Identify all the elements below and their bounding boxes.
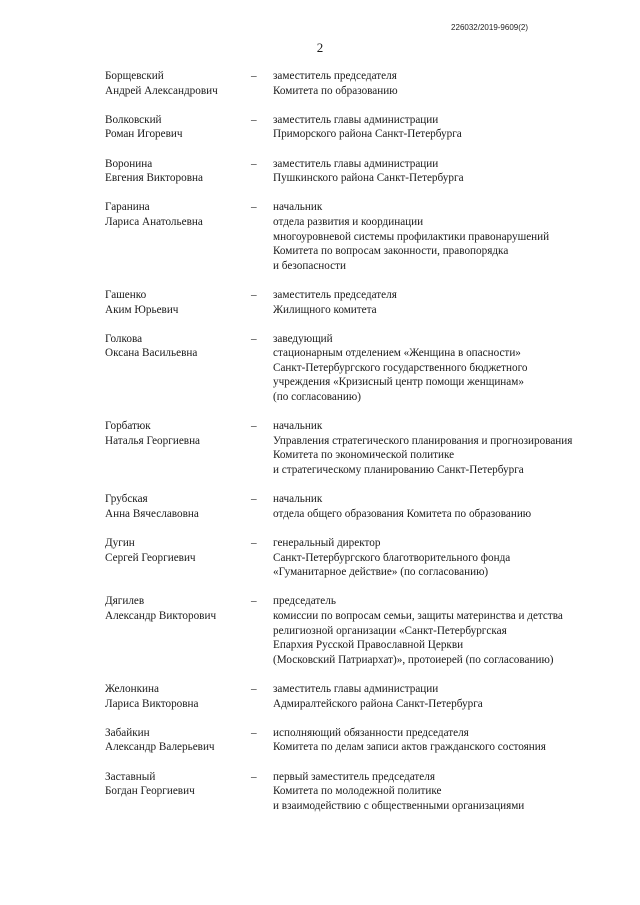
member-surname: Борщевский bbox=[105, 70, 164, 82]
member-given-names: Андрей Александрович bbox=[105, 84, 218, 97]
member-surname: Воронина bbox=[105, 157, 153, 170]
position-line: комиссии по вопросам семьи, защиты материнства и детства bbox=[273, 609, 563, 622]
position-line: Адмиралтейского района Санкт-Петербурга bbox=[273, 697, 483, 710]
position-line: многоуровневой системы профилактики правонарушений bbox=[273, 230, 550, 243]
member-entry bbox=[105, 726, 605, 755]
separator-dash: – bbox=[251, 726, 257, 739]
member-given-names: Аким Юрьевич bbox=[105, 303, 179, 316]
position-line: исполняющий обязанности председателя bbox=[273, 726, 469, 739]
position-line: Управления стратегического планирования и прогнозирования bbox=[273, 434, 573, 447]
position-line: Санкт-Петербургского государственного бюджетного bbox=[273, 361, 528, 374]
member-position bbox=[273, 200, 605, 273]
member-surname: Гаранина bbox=[105, 201, 150, 214]
member-entry bbox=[105, 492, 605, 521]
document-number: 226032/2019-9609(2) bbox=[451, 23, 528, 32]
position-line: Приморского района Санкт-Петербурга bbox=[273, 128, 462, 141]
position-line: заместитель главы администрации bbox=[273, 682, 439, 695]
member-entry bbox=[105, 288, 605, 317]
member-position bbox=[273, 770, 605, 814]
member-given-names: Лариса Анатольевна bbox=[105, 215, 203, 228]
member-surname: Заставный bbox=[105, 770, 156, 783]
separator-dash: – bbox=[251, 595, 257, 608]
member-given-names: Лариса Викторовна bbox=[105, 697, 199, 710]
member-surname: Голкова bbox=[105, 332, 143, 345]
separator-dash: – bbox=[251, 682, 257, 695]
member-name bbox=[105, 332, 251, 361]
member-position bbox=[273, 419, 605, 477]
separator-dash: – bbox=[251, 537, 257, 549]
member-name bbox=[105, 69, 251, 98]
separator-dash: – bbox=[251, 770, 257, 783]
member-given-names: Евгения Викторовна bbox=[105, 172, 203, 185]
position-line: и безопасности bbox=[273, 259, 346, 272]
member-surname: Волковский bbox=[105, 113, 162, 126]
position-line: начальник bbox=[273, 201, 323, 214]
separator-dash: – bbox=[251, 332, 257, 345]
member-given-names: Оксана Васильевна bbox=[105, 347, 198, 360]
separator-dash: – bbox=[251, 288, 257, 301]
member-surname: Желонкина bbox=[105, 682, 159, 695]
position-line: заведующий bbox=[273, 332, 333, 345]
member-name bbox=[105, 682, 251, 711]
separator-dash: – bbox=[251, 70, 257, 82]
position-line: начальник bbox=[273, 493, 323, 506]
position-line: (Московский Патриархат)», протоиерей (по согласованию) bbox=[273, 653, 554, 666]
member-entry bbox=[105, 200, 605, 273]
member-position bbox=[273, 332, 605, 405]
member-list bbox=[105, 69, 605, 828]
position-line: Комитета по делам записи актов гражданского состояния bbox=[273, 741, 546, 754]
member-entry bbox=[105, 682, 605, 711]
member-position bbox=[273, 682, 605, 711]
position-line: Комитета по образованию bbox=[273, 84, 398, 97]
member-given-names: Наталья Георгиевна bbox=[105, 434, 201, 447]
member-surname: Дягилев bbox=[105, 595, 145, 608]
separator-dash: – bbox=[251, 493, 257, 506]
member-name bbox=[105, 726, 251, 755]
separator-dash: – bbox=[251, 420, 257, 433]
position-line: отдела развития и координации bbox=[273, 215, 424, 228]
member-name bbox=[105, 288, 251, 317]
member-position bbox=[273, 288, 605, 317]
member-given-names: Александр Валерьевич bbox=[105, 741, 215, 754]
member-name bbox=[105, 594, 251, 623]
member-surname: Забайкин bbox=[105, 726, 150, 739]
position-line: Санкт-Петербургского благотворительного фонда bbox=[273, 551, 511, 564]
member-name bbox=[105, 770, 251, 799]
member-given-names: Сергей Георгиевич bbox=[105, 551, 196, 564]
position-line: председатель bbox=[273, 595, 336, 608]
member-given-names: Анна Вячеславовна bbox=[105, 507, 199, 520]
position-line: Комитета по молодежной политике bbox=[273, 785, 442, 798]
member-surname: Горбатюк bbox=[105, 420, 151, 433]
member-position bbox=[273, 69, 605, 98]
position-line: первый заместитель председателя bbox=[273, 770, 435, 783]
member-position bbox=[273, 594, 605, 667]
position-line: заместитель председателя bbox=[273, 70, 397, 82]
member-entry bbox=[105, 770, 605, 814]
member-entry bbox=[105, 69, 605, 98]
position-line: заместитель главы администрации bbox=[273, 113, 439, 126]
separator-dash: – bbox=[251, 157, 257, 170]
position-line: генеральный директор bbox=[273, 537, 381, 549]
member-position bbox=[273, 157, 605, 186]
member-surname: Дугин bbox=[105, 537, 135, 549]
member-position bbox=[273, 536, 605, 580]
member-name bbox=[105, 200, 251, 229]
member-position bbox=[273, 113, 605, 142]
member-surname: Грубская bbox=[105, 493, 148, 506]
member-position bbox=[273, 726, 605, 755]
position-line: отдела общего образования Комитета по образованию bbox=[273, 507, 532, 520]
member-name bbox=[105, 492, 251, 521]
position-line: Жилищного комитета bbox=[273, 303, 377, 316]
member-name bbox=[105, 157, 251, 186]
member-entry bbox=[105, 536, 605, 580]
page-number: 2 bbox=[316, 40, 324, 55]
member-surname: Гашенко bbox=[105, 288, 147, 301]
position-line: начальник bbox=[273, 420, 323, 433]
member-given-names: Александр Викторович bbox=[105, 609, 217, 622]
member-entry bbox=[105, 157, 605, 186]
member-name bbox=[105, 419, 251, 448]
position-line: (по согласованию) bbox=[273, 391, 361, 404]
member-name bbox=[105, 536, 251, 565]
position-line: заместитель председателя bbox=[273, 288, 397, 301]
position-line: Комитета по вопросам законности, правопорядка bbox=[273, 245, 509, 258]
position-line: Пушкинского района Санкт-Петербурга bbox=[273, 172, 464, 185]
member-entry bbox=[105, 332, 605, 405]
member-entry bbox=[105, 113, 605, 142]
position-line: и стратегическому планированию Санкт-Петербурга bbox=[273, 464, 524, 477]
position-line: и взаимодействию с общественными организациями bbox=[273, 799, 525, 812]
member-given-names: Богдан Георгиевич bbox=[105, 785, 195, 798]
separator-dash: – bbox=[251, 113, 257, 126]
member-entry bbox=[105, 419, 605, 477]
position-line: стационарным отделением «Женщина в опасности» bbox=[273, 347, 521, 360]
member-entry bbox=[105, 594, 605, 667]
member-name bbox=[105, 113, 251, 142]
position-line: заместитель главы администрации bbox=[273, 157, 439, 170]
member-given-names: Роман Игоревич bbox=[105, 128, 183, 141]
position-line: Епархия Русской Православной Церкви bbox=[273, 639, 464, 652]
position-line: религиозной организации «Санкт-Петербургская bbox=[273, 624, 507, 637]
position-line: учреждения «Кризисный центр помощи женщинам» bbox=[273, 376, 524, 389]
separator-dash: – bbox=[251, 201, 257, 214]
member-position bbox=[273, 492, 605, 521]
position-line: «Гуманитарное действие» (по согласованию) bbox=[273, 566, 489, 579]
position-line: Комитета по экономической политике bbox=[273, 449, 455, 462]
